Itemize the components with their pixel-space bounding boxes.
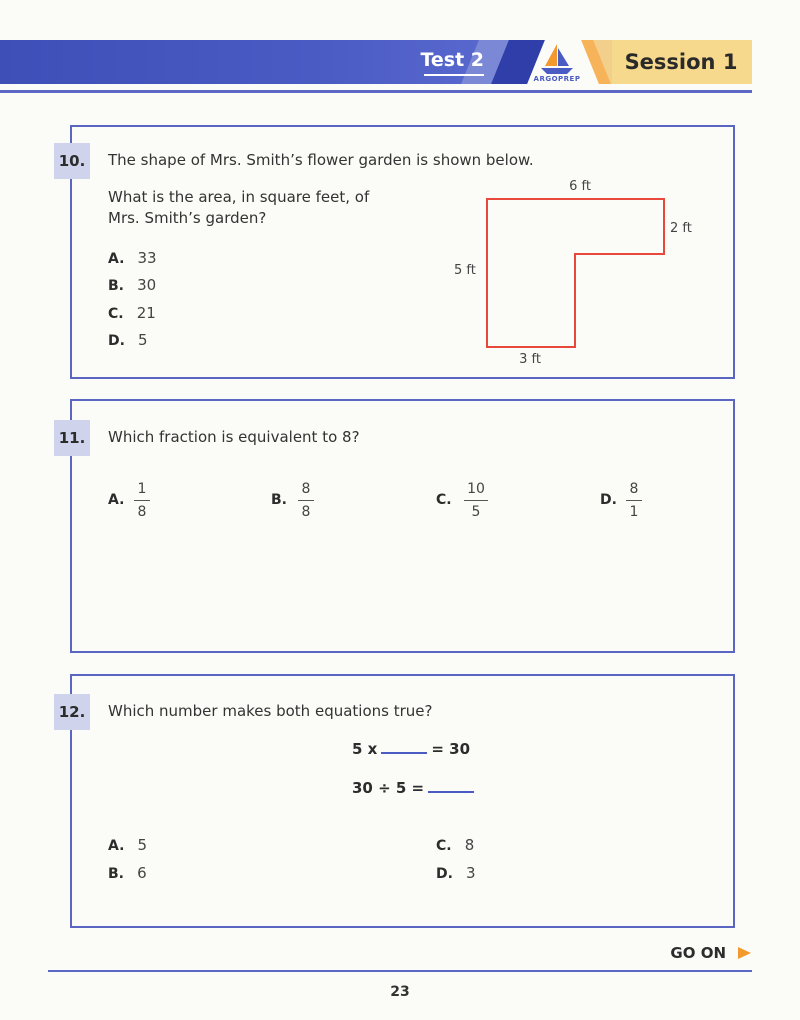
logo-text: ARGOPREP [533, 75, 581, 83]
option-letter: C. [108, 306, 124, 322]
answer-option-d[interactable] [108, 330, 148, 349]
answer-option-c[interactable] [436, 480, 496, 524]
question-prompt: Which fraction is equivalent to 8? [108, 428, 360, 446]
garden-shape-figure [480, 192, 670, 354]
option-value: 6 [137, 864, 147, 882]
denominator: 1 [629, 504, 639, 520]
option-letter: B. [108, 278, 124, 294]
go-on-label: GO ON [670, 944, 726, 962]
option-letter: B. [271, 492, 287, 508]
equation-1-right: = 30 [431, 740, 471, 758]
fraction-bar [298, 500, 314, 501]
fraction-bar [134, 500, 150, 501]
answer-option-c[interactable] [108, 303, 156, 322]
answer-option-b[interactable] [108, 275, 156, 294]
dimension-label-bottom: 3 ft [519, 352, 541, 367]
answer-option-b[interactable] [271, 480, 331, 524]
answer-blank [381, 752, 427, 754]
fraction-bar [626, 500, 642, 501]
equation-2-left: 30 ÷ 5 = [352, 779, 425, 797]
fraction [626, 480, 642, 521]
answer-blank [428, 791, 474, 793]
denominator: 8 [301, 504, 311, 520]
fraction [134, 480, 150, 521]
question-prompt: Which number makes both equations true? [108, 702, 433, 720]
denominator: 5 [471, 504, 481, 520]
option-letter: D. [436, 866, 453, 882]
answer-option-a[interactable] [108, 480, 168, 524]
page-number: 23 [390, 984, 410, 1000]
answer-option-d[interactable] [600, 480, 660, 524]
equation-1-left: 5 x [352, 740, 378, 758]
question-number: 11. [54, 420, 90, 456]
question-text-line1: What is the area, in square feet, of [108, 188, 370, 206]
dimension-label-left: 5 ft [454, 263, 476, 278]
denominator: 8 [137, 504, 147, 520]
header-rule [0, 90, 752, 93]
session-title: Session 1 [624, 50, 738, 74]
numerator: 1 [137, 481, 147, 497]
garden-outline [487, 199, 664, 347]
option-letter: D. [600, 492, 617, 508]
equation-2 [352, 779, 478, 797]
go-on-arrow-icon [738, 947, 751, 959]
question-prompt: The shape of Mrs. Smith’s flower garden is shown below. [108, 151, 534, 169]
footer-rule [48, 970, 752, 972]
option-letter: C. [436, 838, 452, 854]
answer-option-c[interactable] [436, 835, 474, 854]
numerator: 8 [629, 481, 639, 497]
test-title: Test 2 [420, 49, 484, 71]
numerator: 8 [301, 481, 311, 497]
dimension-label-right: 2 ft [670, 221, 692, 236]
option-value: 30 [137, 276, 157, 294]
option-letter: C. [436, 492, 452, 508]
option-letter: A. [108, 251, 125, 267]
option-letter: D. [108, 333, 125, 349]
option-value: 21 [136, 304, 156, 322]
option-value: 3 [466, 864, 476, 882]
question-number: 12. [54, 694, 90, 730]
equation-1 [352, 740, 470, 758]
option-letter: A. [108, 838, 125, 854]
numerator: 10 [467, 481, 485, 497]
option-letter: A. [108, 492, 125, 508]
option-value: 33 [137, 249, 157, 267]
fraction [298, 480, 314, 521]
fraction [464, 480, 488, 521]
test-title-underline [424, 74, 484, 76]
dimension-label-top: 6 ft [569, 179, 591, 194]
option-letter: B. [108, 866, 124, 882]
option-value: 5 [137, 836, 148, 854]
answer-option-a[interactable] [108, 835, 147, 854]
answer-option-a[interactable] [108, 248, 157, 267]
answer-option-d[interactable] [436, 863, 476, 882]
answer-option-b[interactable] [108, 863, 147, 882]
option-value: 5 [138, 331, 148, 349]
option-value: 8 [464, 836, 475, 854]
question-number: 10. [54, 143, 90, 179]
fraction-bar [464, 500, 488, 501]
question-text-line2: Mrs. Smith’s garden? [108, 209, 267, 227]
